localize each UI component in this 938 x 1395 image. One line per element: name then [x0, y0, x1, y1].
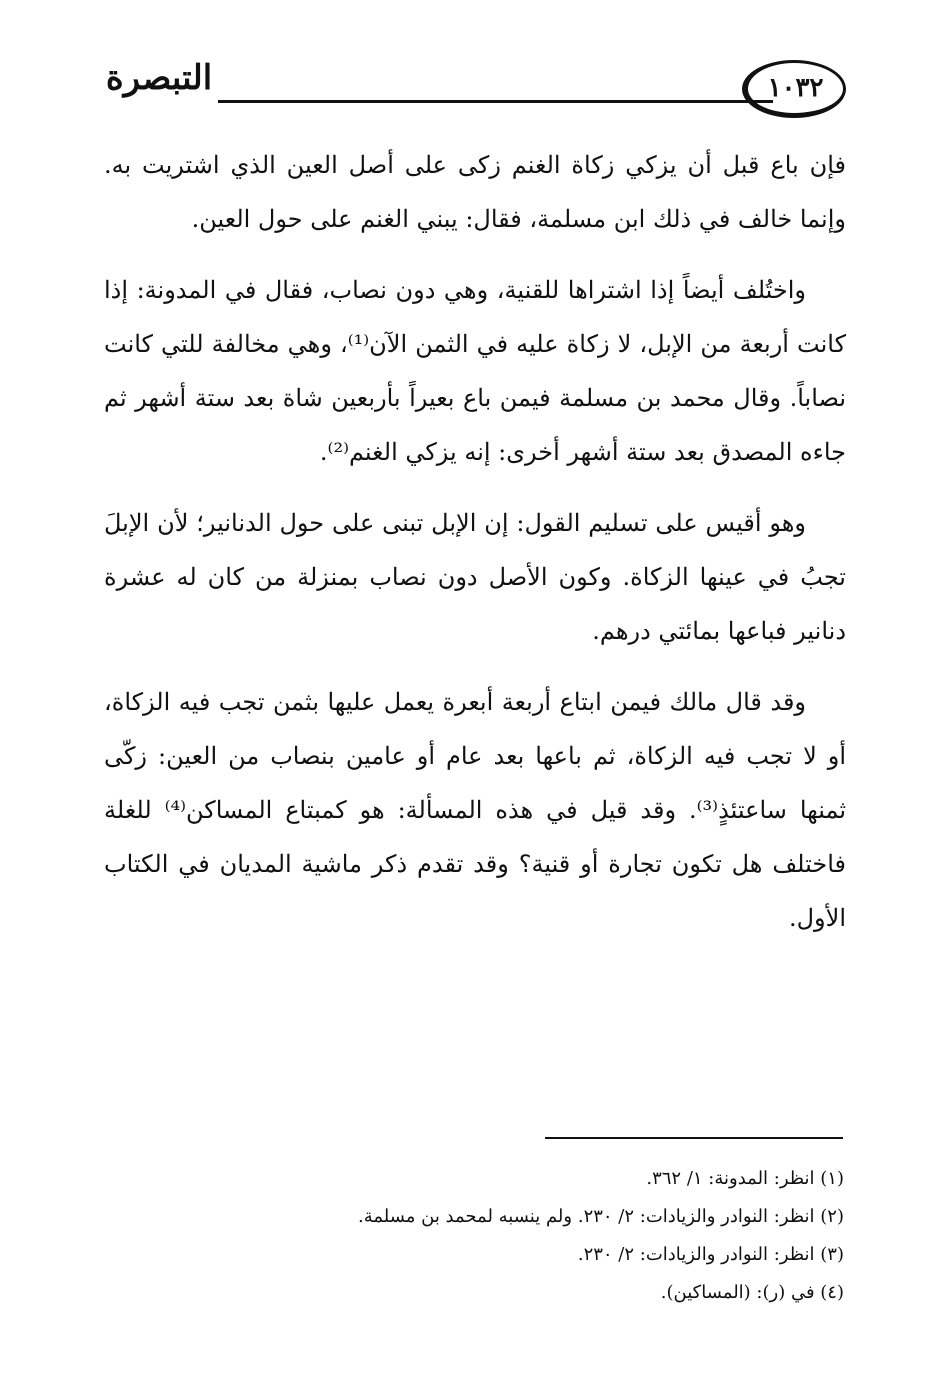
footnotes — [104, 1160, 844, 1312]
footnote: (٣) انظر: النوادر والزيادات: ٢/ ٢٣٠. — [577, 1244, 844, 1265]
paragraph: واختُلف أيضاً إذا اشتراها للقنية، وهي دون نصاب، فقال في المدونة: إذا كانت أربعة من الإبل، لا زكاة عليه في الثمن الآن⁽¹⁾، وهي مخالفة للتي كانت نصاباً. وقال محمد بن مسلمة فيمن باع بعيراً بأربعين شاة بعد ستة أشهر ثم جاءه المصدق بعد ستة أشهر أخرى: إنه يزكي الغنم⁽²⁾. — [104, 276, 847, 466]
paragraph: فإن باع قبل أن يزكي زكاة الغنم زكى على أصل العين الذي اشتريت به. وإنما خالف في ذلك ابن مسلمة، فقال: يبني الغنم على حول العين. — [104, 151, 846, 233]
book-title: التبصرة — [105, 58, 213, 98]
page-header — [0, 0, 938, 130]
header-rule — [218, 100, 773, 103]
footnote: (١) انظر: المدونة: ١/ ٣٦٢. — [646, 1168, 844, 1189]
page-number-badge — [742, 60, 846, 118]
page-number: ١٠٣٢ — [767, 73, 824, 103]
footnote: (٢) انظر: النوادر والزيادات: ٢/ ٢٣٠. ولم ينسبه لمحمد بن مسلمة. — [357, 1206, 844, 1227]
footnote: (٤) في (ر): (المساكين). — [660, 1282, 844, 1303]
footnote-separator — [545, 1137, 843, 1139]
paragraph: وهو أقيس على تسليم القول: إن الإبل تبنى على حول الدنانير؛ لأن الإبلَ تجبُ في عينها الزكاة. وكون الأصل دون نصاب بمنزلة من كان له عشرة دنانير فباعها بمائتي درهم. — [104, 509, 846, 645]
main-text — [104, 138, 846, 962]
paragraph: وقد قال مالك فيمن ابتاع أربعة أبعرة يعمل عليها بثمن تجب فيه الزكاة، أو لا تجب فيه الزكاة، ثم باعها بعد عام أو عامين بنصاب من العين: زكّى ثمنها ساعتئذٍ⁽³⁾. وقد قيل في هذه المسألة: هو كمبتاع المساكن⁽⁴⁾ للغلة فاختلف هل تكون تجارة أو قنية؟ وقد تقدم ذكر ماشية المديان في الكتاب الأول. — [104, 688, 847, 932]
